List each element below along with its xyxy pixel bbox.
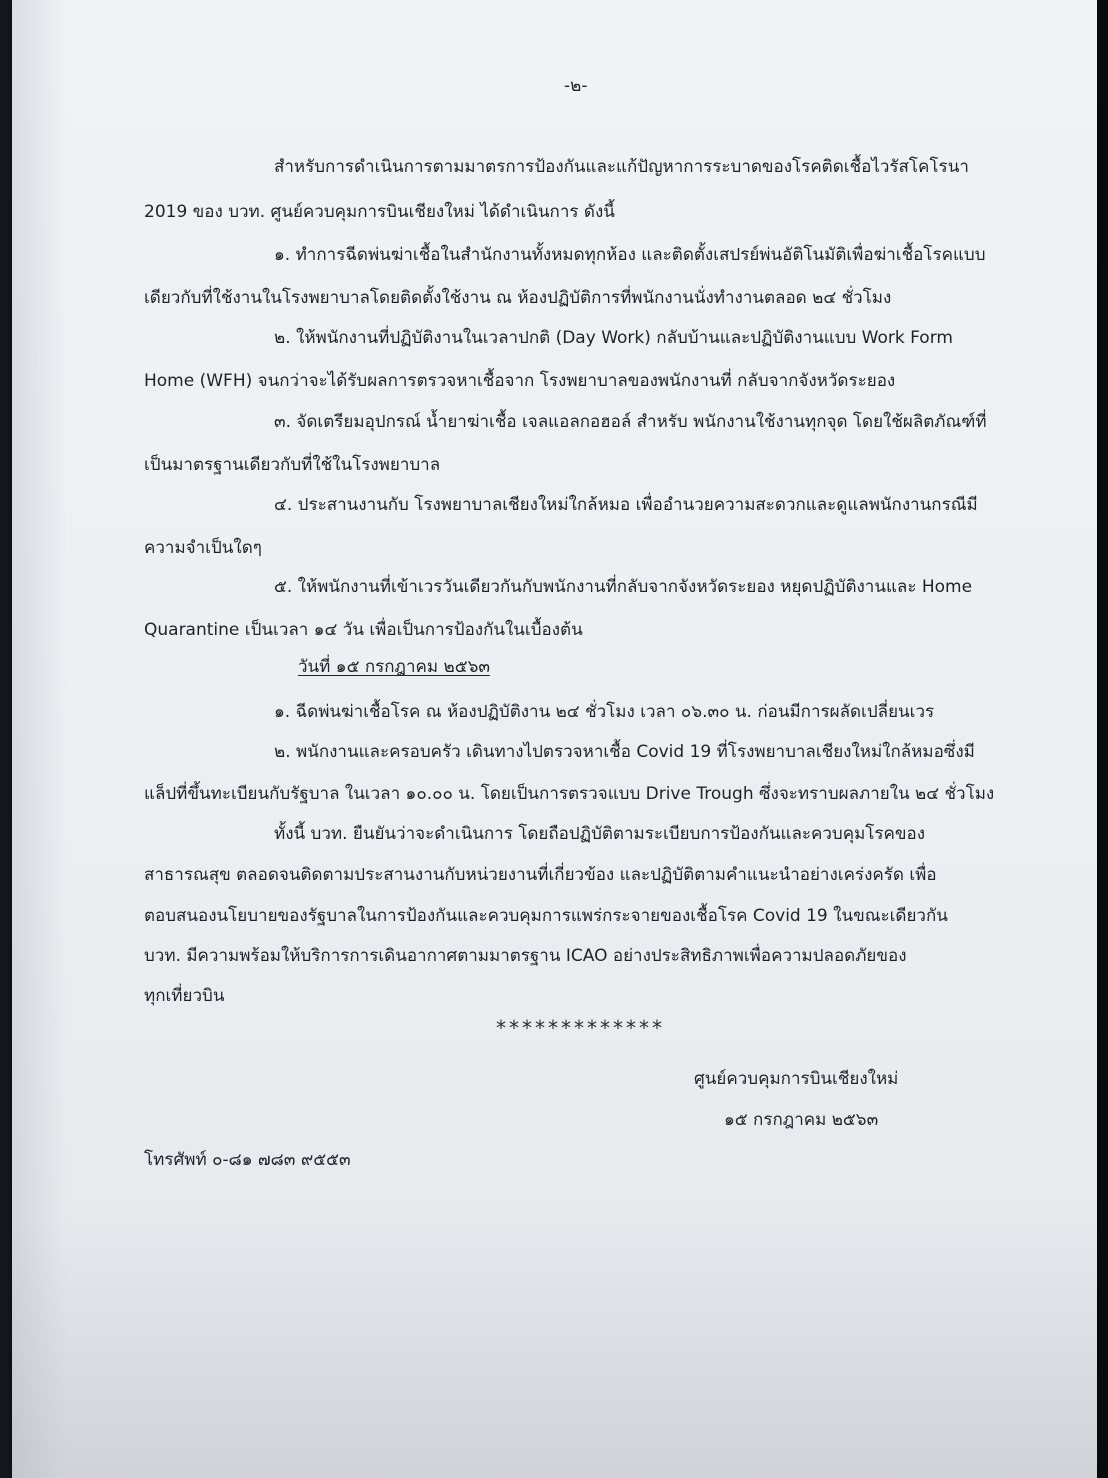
item-3-line-2: เป็นมาตรฐานเดียวกับที่ใช้ในโรงพยาบาล bbox=[144, 455, 441, 475]
intro-line-1: สำหรับการดำเนินการตามมาตรการป้องกันและแก้ปัญหาการระบาดของโรคติดเชื้อไวรัสโคโรนา bbox=[274, 157, 969, 177]
separator-stars: ************* bbox=[496, 1016, 665, 1040]
signature-org: ศูนย์ควบคุมการบินเชียงใหม่ bbox=[694, 1069, 899, 1089]
item-2-line-2: Home (WFH) จนกว่าจะได้รับผลการตรวจหาเชื้อจาก โรงพยาบาลของพนักงานที่ กลับจากจังหวัดระยอง bbox=[144, 371, 896, 391]
item-2-line-1: ๒. ให้พนักงานที่ปฏิบัติงานในเวลาปกติ (Day Work) กลับบ้านและปฏิบัติงานแบบ Work Form bbox=[274, 328, 953, 348]
date-item-1-line-1: ๑. ฉีดพ่นฆ่าเชื้อโรค ณ ห้องปฏิบัติงาน ๒๔ ชั่วโมง เวลา ๐๖.๓๐ น. ก่อนมีการผลัดเปลี่ยนเวร bbox=[274, 702, 935, 722]
page-shadow-bottom bbox=[12, 1218, 1097, 1478]
item-3-line-1: ๓. จัดเตรียมอุปกรณ์ น้ำยาฆ่าเชื้อ เจลแอลกอฮอล์ สำหรับ พนักงานใช้งานทุกจุด โดยใช้ผลิตภัณฑ์ที่ bbox=[274, 412, 987, 432]
contact-phone: โทรศัพท์ ๐-๘๑ ๗๘๓ ๙๕๕๓ bbox=[144, 1150, 351, 1170]
intro-line-2: 2019 ของ บวท. ศูนย์ควบคุมการบินเชียงใหม่ ได้ดำเนินการ ดังนี้ bbox=[144, 202, 615, 222]
signature-date: ๑๕ กรกฎาคม ๒๕๖๓ bbox=[724, 1110, 879, 1130]
document-page bbox=[12, 0, 1097, 1478]
conclusion-line-2: สาธารณสุข ตลอดจนติดตามประสานงานกับหน่วยงานที่เกี่ยวข้อง และปฏิบัติตามคำแนะนำอย่างเคร่งครัด เพื่อ bbox=[144, 865, 937, 885]
item-5-line-2: Quarantine เป็นเวลา ๑๔ วัน เพื่อเป็นการป้องกันในเบื้องต้น bbox=[144, 620, 583, 640]
conclusion-line-4: บวท. มีความพร้อมให้บริการการเดินอากาศตามมาตรฐาน ICAO อย่างประสิทธิภาพเพื่อความปลอดภัยของ bbox=[144, 946, 907, 966]
date-item-2-line-2: แล็ปที่ขึ้นทะเบียนกับรัฐบาล ในเวลา ๑๐.๐๐ น. โดยเป็นการตรวจแบบ Drive Trough ซึ่งจะทราบผลภายใน ๒๔ ชั่วโมง bbox=[144, 784, 995, 804]
date-heading: วันที่ ๑๕ กรกฎาคม ๒๕๖๓ bbox=[298, 657, 490, 677]
item-4-line-2: ความจำเป็นใดๆ bbox=[144, 538, 262, 558]
item-4-line-1: ๔. ประสานงานกับ โรงพยาบาลเชียงใหม่ใกล้หมอ เพื่ออำนวยความสะดวกและดูแลพนักงานกรณีมี bbox=[274, 495, 978, 515]
page-number: -๒- bbox=[564, 76, 588, 96]
item-1-line-1: ๑. ทำการฉีดพ่นฆ่าเชื้อในสำนักงานทั้งหมดทุกห้อง และติดตั้งเสปรย์พ่นอัติโนมัติเพื่อฆ่าเชื้อโรคแบบ bbox=[274, 245, 986, 265]
conclusion-line-3: ตอบสนองนโยบายของรัฐบาลในการป้องกันและควบคุมการแพร่กระจายของเชื้อโรค Covid 19 ในขณะเดียวกัน bbox=[144, 906, 948, 926]
item-1-line-2: เดียวกับที่ใช้งานในโรงพยาบาลโดยติดตั้งใช้งาน ณ ห้องปฏิบัติการที่พนักงานนั่งทำงานตลอด ๒๔ ชั่วโมง bbox=[144, 288, 892, 308]
conclusion-line-5: ทุกเที่ยวบิน bbox=[144, 986, 225, 1006]
date-item-2-line-1: ๒. พนักงานและครอบครัว เดินทางไปตรวจหาเชื้อ Covid 19 ที่โรงพยาบาลเชียงใหม่ใกล้หมอซึ่งมี bbox=[274, 742, 975, 762]
conclusion-line-1: ทั้งนี้ บวท. ยืนยันว่าจะดำเนินการ โดยถือปฏิบัติตามระเบียบการป้องกันและควบคุมโรคของ bbox=[274, 824, 926, 844]
item-5-line-1: ๕. ให้พนักงานที่เข้าเวรวันเดียวกันกับพนักงานที่กลับจากจังหวัดระยอง หยุดปฏิบัติงานและ Home bbox=[274, 577, 973, 597]
